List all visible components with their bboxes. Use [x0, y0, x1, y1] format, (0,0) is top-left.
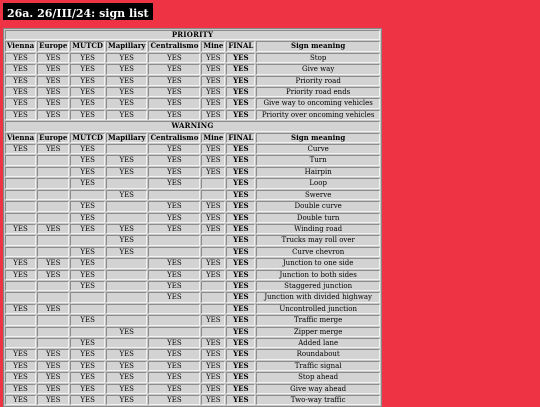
final-cell: YES: [226, 213, 255, 223]
source-cell: YES: [70, 338, 105, 348]
source-cell: YES: [148, 372, 200, 382]
source-cell: [201, 178, 225, 188]
source-cell: [106, 144, 147, 154]
source-cell: YES: [106, 395, 147, 405]
source-cell: [37, 178, 69, 188]
source-cell: YES: [5, 258, 36, 268]
source-cell: YES: [148, 224, 200, 234]
source-cell: [70, 304, 105, 314]
sign-meaning-cell: Added lane: [256, 338, 380, 348]
column-header: Centralismo: [150, 41, 199, 51]
sign-meaning-cell: Curve chevron: [256, 247, 380, 257]
source-cell: YES: [70, 213, 105, 223]
table-row: [5, 247, 380, 257]
table-row: [5, 213, 380, 223]
final-cell: YES: [226, 315, 255, 325]
source-cell: YES: [106, 384, 147, 394]
source-cell: [5, 235, 36, 245]
section-header-row: [5, 121, 380, 131]
source-cell: YES: [70, 361, 105, 371]
source-cell: YES: [201, 167, 225, 177]
sign-meaning-cell: Traffic merge: [256, 315, 380, 325]
source-cell: YES: [5, 76, 36, 86]
source-cell: YES: [5, 384, 36, 394]
column-header: Mine: [203, 132, 224, 142]
source-cell: YES: [148, 155, 200, 165]
source-cell: [37, 315, 69, 325]
source-cell: YES: [106, 190, 147, 200]
source-cell: YES: [148, 349, 200, 359]
source-cell: YES: [5, 64, 36, 74]
column-header: Europe: [39, 41, 68, 51]
source-cell: YES: [37, 224, 69, 234]
source-cell: YES: [106, 98, 147, 108]
source-cell: YES: [106, 224, 147, 234]
source-cell: YES: [148, 110, 200, 120]
column-header: Mapillary: [108, 41, 146, 51]
column-header-row: [5, 41, 380, 51]
column-header: FINAL: [228, 132, 254, 142]
source-cell: YES: [201, 213, 225, 223]
source-cell: YES: [37, 64, 69, 74]
sign-meaning-cell: Traffic signal: [256, 361, 380, 371]
source-cell: [70, 190, 105, 200]
source-cell: YES: [148, 144, 200, 154]
source-cell: YES: [5, 270, 36, 280]
final-cell: YES: [226, 281, 255, 291]
column-header: Mapillary: [108, 132, 146, 142]
source-cell: YES: [37, 110, 69, 120]
source-cell: YES: [5, 87, 36, 97]
table-row: [5, 395, 380, 405]
final-cell: YES: [226, 270, 255, 280]
final-cell: YES: [226, 395, 255, 405]
source-cell: [37, 213, 69, 223]
sign-meaning-cell: Uncontrolled junction: [256, 304, 380, 314]
source-cell: [5, 292, 36, 302]
source-cell: [37, 190, 69, 200]
source-cell: YES: [148, 98, 200, 108]
source-cell: YES: [201, 110, 225, 120]
sign-meaning-cell: Staggered junction: [256, 281, 380, 291]
source-cell: YES: [37, 384, 69, 394]
source-cell: [148, 304, 200, 314]
source-cell: [37, 327, 69, 337]
sign-meaning-cell: Double turn: [256, 213, 380, 223]
source-cell: [70, 292, 105, 302]
source-cell: [5, 190, 36, 200]
column-header: MUTCD: [72, 132, 103, 142]
sign-meaning-cell: Winding road: [256, 224, 380, 234]
table-row: [5, 304, 380, 314]
source-cell: YES: [37, 304, 69, 314]
source-cell: YES: [201, 224, 225, 234]
source-cell: YES: [70, 167, 105, 177]
source-cell: YES: [37, 361, 69, 371]
sign-list-body: [5, 30, 380, 405]
table-row: [5, 361, 380, 371]
source-cell: YES: [201, 361, 225, 371]
source-cell: [106, 281, 147, 291]
column-header-row: [5, 133, 380, 143]
sign-meaning-cell: Give way ahead: [256, 384, 380, 394]
table-row: [5, 178, 380, 188]
table-row: [5, 258, 380, 268]
source-cell: YES: [70, 98, 105, 108]
source-cell: YES: [37, 53, 69, 63]
section-header-row: [5, 30, 380, 40]
source-cell: YES: [106, 235, 147, 245]
source-cell: YES: [37, 76, 69, 86]
column-header: FINAL: [228, 41, 254, 51]
source-cell: YES: [201, 270, 225, 280]
source-cell: [5, 338, 36, 348]
source-cell: YES: [5, 224, 36, 234]
source-cell: [106, 258, 147, 268]
source-cell: [37, 338, 69, 348]
source-cell: YES: [70, 87, 105, 97]
final-cell: YES: [226, 201, 255, 211]
source-cell: [5, 213, 36, 223]
sign-meaning-cell: Trucks may roll over: [256, 235, 380, 245]
source-cell: [5, 315, 36, 325]
sign-meaning-cell: Two-way traffic: [256, 395, 380, 405]
sign-meaning-cell: Hairpin: [256, 167, 380, 177]
source-cell: YES: [37, 395, 69, 405]
source-cell: [148, 235, 200, 245]
source-cell: YES: [201, 349, 225, 359]
source-cell: [106, 315, 147, 325]
source-cell: YES: [70, 144, 105, 154]
source-cell: YES: [148, 178, 200, 188]
sign-list-table: [3, 28, 382, 407]
source-cell: YES: [70, 270, 105, 280]
source-cell: YES: [201, 384, 225, 394]
table-row: [5, 292, 380, 302]
final-cell: YES: [226, 190, 255, 200]
source-cell: [148, 190, 200, 200]
table-row: [5, 167, 380, 177]
final-cell: YES: [226, 304, 255, 314]
source-cell: [106, 213, 147, 223]
source-cell: YES: [70, 53, 105, 63]
source-cell: YES: [148, 87, 200, 97]
source-cell: [5, 155, 36, 165]
source-cell: YES: [201, 87, 225, 97]
final-cell: YES: [226, 258, 255, 268]
final-cell: YES: [226, 292, 255, 302]
source-cell: [106, 338, 147, 348]
source-cell: YES: [148, 213, 200, 223]
source-cell: YES: [106, 327, 147, 337]
source-cell: YES: [5, 304, 36, 314]
final-cell: YES: [226, 327, 255, 337]
source-cell: YES: [148, 76, 200, 86]
source-cell: YES: [201, 64, 225, 74]
table-row: [5, 76, 380, 86]
column-header: Vienna: [7, 132, 35, 142]
source-cell: YES: [5, 361, 36, 371]
column-header: Centralismo: [150, 132, 199, 142]
source-cell: YES: [5, 144, 36, 154]
source-cell: YES: [148, 53, 200, 63]
source-cell: YES: [148, 384, 200, 394]
source-cell: [148, 247, 200, 257]
table-row: [5, 201, 380, 211]
sign-meaning-cell: Priority over oncoming vehicles: [256, 110, 380, 120]
source-cell: YES: [201, 395, 225, 405]
column-header: Europe: [39, 132, 68, 142]
source-cell: [106, 178, 147, 188]
source-cell: YES: [201, 372, 225, 382]
table-row: [5, 190, 380, 200]
final-cell: YES: [226, 178, 255, 188]
final-cell: YES: [226, 76, 255, 86]
source-cell: YES: [148, 258, 200, 268]
final-cell: YES: [226, 144, 255, 154]
column-header: Sign meaning: [256, 41, 380, 51]
sign-meaning-cell: Zipper merge: [256, 327, 380, 337]
source-cell: YES: [148, 167, 200, 177]
source-cell: YES: [37, 372, 69, 382]
source-cell: [106, 304, 147, 314]
source-cell: [201, 190, 225, 200]
source-cell: YES: [70, 155, 105, 165]
source-cell: YES: [70, 178, 105, 188]
source-cell: YES: [70, 247, 105, 257]
source-cell: YES: [37, 258, 69, 268]
table-row: [5, 110, 380, 120]
page-title-bar: [3, 3, 153, 20]
source-cell: YES: [37, 270, 69, 280]
source-cell: YES: [148, 270, 200, 280]
table-row: [5, 224, 380, 234]
source-cell: YES: [201, 258, 225, 268]
final-cell: YES: [226, 167, 255, 177]
final-cell: YES: [226, 235, 255, 245]
sign-meaning-cell: Turn: [256, 155, 380, 165]
sign-meaning-cell: Give way: [256, 64, 380, 74]
table-row: [5, 53, 380, 63]
source-cell: YES: [201, 76, 225, 86]
column-header: Vienna: [7, 41, 35, 51]
sign-meaning-cell: Junction to both sides: [256, 270, 380, 280]
final-cell: YES: [226, 53, 255, 63]
source-cell: YES: [70, 349, 105, 359]
table-row: [5, 144, 380, 154]
source-cell: YES: [5, 53, 36, 63]
source-cell: YES: [148, 281, 200, 291]
source-cell: YES: [70, 395, 105, 405]
final-cell: YES: [226, 155, 255, 165]
source-cell: [148, 327, 200, 337]
source-cell: YES: [148, 361, 200, 371]
source-cell: YES: [5, 349, 36, 359]
sign-meaning-cell: Stop ahead: [256, 372, 380, 382]
source-cell: YES: [70, 315, 105, 325]
source-cell: YES: [201, 338, 225, 348]
source-cell: [37, 201, 69, 211]
section-title: PRIORITY: [5, 30, 380, 40]
source-cell: YES: [70, 64, 105, 74]
source-cell: YES: [106, 110, 147, 120]
source-cell: YES: [106, 167, 147, 177]
source-cell: YES: [37, 87, 69, 97]
source-cell: [37, 247, 69, 257]
source-cell: YES: [37, 144, 69, 154]
source-cell: YES: [106, 64, 147, 74]
sign-meaning-cell: Loop: [256, 178, 380, 188]
source-cell: YES: [201, 315, 225, 325]
final-cell: YES: [226, 384, 255, 394]
source-cell: [5, 327, 36, 337]
final-cell: YES: [226, 372, 255, 382]
source-cell: [37, 292, 69, 302]
sign-meaning-cell: Priority road ends: [256, 87, 380, 97]
source-cell: [5, 167, 36, 177]
source-cell: YES: [106, 76, 147, 86]
sign-meaning-cell: Stop: [256, 53, 380, 63]
table-row: [5, 270, 380, 280]
column-header: Sign meaning: [256, 133, 380, 143]
sign-meaning-cell: Roundabout: [256, 349, 380, 359]
source-cell: YES: [106, 53, 147, 63]
source-cell: YES: [70, 281, 105, 291]
source-cell: [5, 281, 36, 291]
final-cell: YES: [226, 247, 255, 257]
source-cell: YES: [70, 384, 105, 394]
source-cell: YES: [106, 372, 147, 382]
final-cell: YES: [226, 224, 255, 234]
source-cell: YES: [70, 110, 105, 120]
source-cell: YES: [70, 76, 105, 86]
final-cell: YES: [226, 349, 255, 359]
table-row: [5, 64, 380, 74]
sign-meaning-cell: Double curve: [256, 201, 380, 211]
sign-meaning-cell: Swerve: [256, 190, 380, 200]
sign-meaning-cell: Junction to one side: [256, 258, 380, 268]
table-row: [5, 338, 380, 348]
source-cell: YES: [70, 372, 105, 382]
source-cell: [201, 327, 225, 337]
final-cell: YES: [226, 98, 255, 108]
final-cell: YES: [226, 87, 255, 97]
table-row: [5, 315, 380, 325]
source-cell: YES: [37, 349, 69, 359]
source-cell: [37, 167, 69, 177]
source-cell: YES: [148, 292, 200, 302]
source-cell: [37, 235, 69, 245]
source-cell: YES: [148, 201, 200, 211]
source-cell: [106, 201, 147, 211]
source-cell: [201, 281, 225, 291]
page-title: 26a. 26/III/24: sign list: [7, 7, 149, 20]
source-cell: [70, 235, 105, 245]
source-cell: [5, 178, 36, 188]
sign-meaning-cell: Curve: [256, 144, 380, 154]
table-row: [5, 349, 380, 359]
sign-meaning-cell: Junction with divided highway: [256, 292, 380, 302]
final-cell: YES: [226, 361, 255, 371]
source-cell: YES: [201, 53, 225, 63]
table-row: [5, 155, 380, 165]
table-row: [5, 87, 380, 97]
source-cell: [70, 327, 105, 337]
source-cell: [5, 247, 36, 257]
source-cell: YES: [148, 338, 200, 348]
source-cell: [106, 292, 147, 302]
source-cell: [5, 201, 36, 211]
section-title: WARNING: [5, 121, 380, 131]
source-cell: YES: [106, 361, 147, 371]
column-header: MUTCD: [72, 41, 103, 51]
source-cell: YES: [201, 144, 225, 154]
source-cell: YES: [5, 395, 36, 405]
source-cell: [201, 247, 225, 257]
source-cell: YES: [37, 98, 69, 108]
source-cell: YES: [106, 349, 147, 359]
source-cell: YES: [201, 98, 225, 108]
final-cell: YES: [226, 110, 255, 120]
source-cell: YES: [106, 247, 147, 257]
source-cell: YES: [201, 155, 225, 165]
table-row: [5, 281, 380, 291]
source-cell: [106, 270, 147, 280]
source-cell: [148, 315, 200, 325]
source-cell: [37, 155, 69, 165]
final-cell: YES: [226, 64, 255, 74]
table-row: [5, 327, 380, 337]
source-cell: YES: [148, 395, 200, 405]
source-cell: YES: [5, 110, 36, 120]
table-row: [5, 98, 380, 108]
source-cell: [37, 281, 69, 291]
source-cell: YES: [148, 64, 200, 74]
table-row: [5, 384, 380, 394]
final-cell: YES: [226, 338, 255, 348]
table-row: [5, 235, 380, 245]
sign-meaning-cell: Priority road: [256, 76, 380, 86]
source-cell: YES: [201, 201, 225, 211]
column-header: Mine: [203, 41, 224, 51]
source-cell: YES: [70, 224, 105, 234]
source-cell: [201, 235, 225, 245]
source-cell: YES: [5, 98, 36, 108]
source-cell: [201, 304, 225, 314]
source-cell: [201, 292, 225, 302]
source-cell: YES: [106, 155, 147, 165]
source-cell: YES: [70, 258, 105, 268]
sign-meaning-cell: Give way to oncoming vehicles: [256, 98, 380, 108]
source-cell: YES: [106, 87, 147, 97]
source-cell: YES: [5, 372, 36, 382]
source-cell: YES: [70, 201, 105, 211]
table-row: [5, 372, 380, 382]
